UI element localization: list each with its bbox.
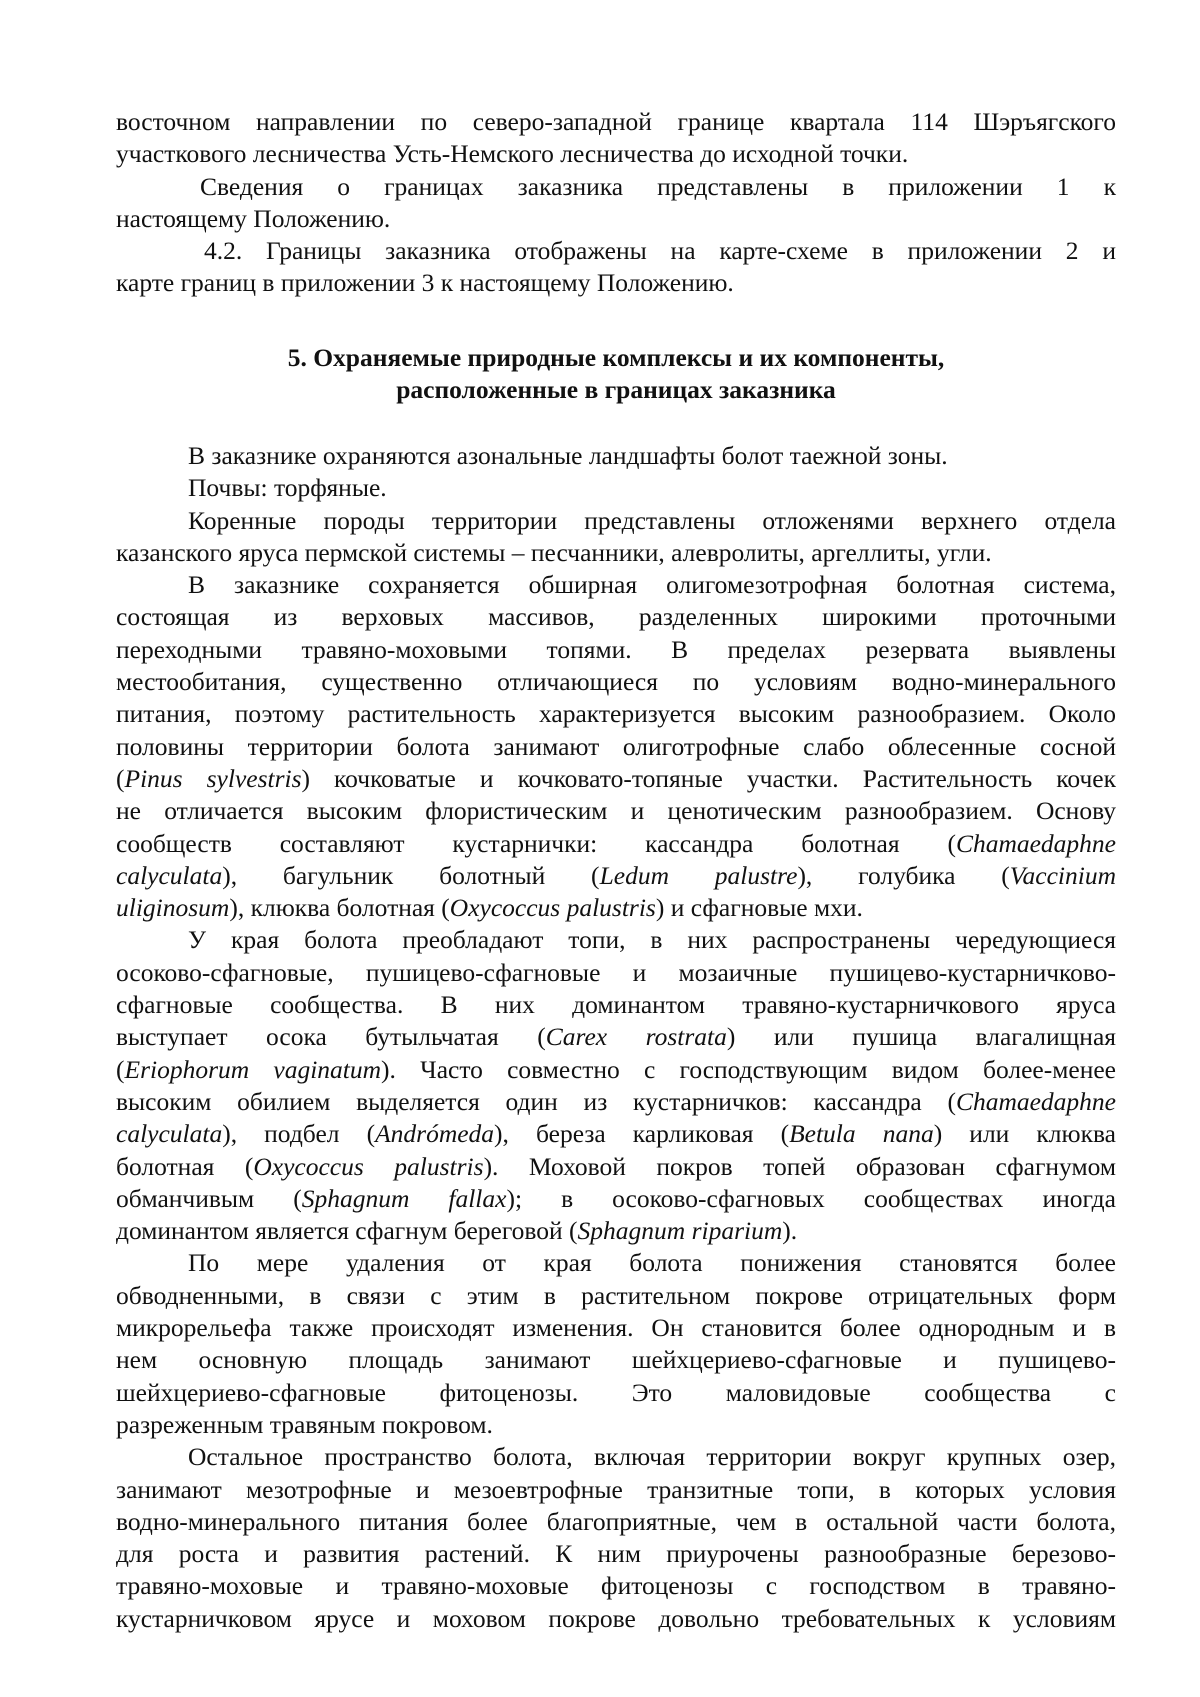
text-line xyxy=(116,1215,1116,1247)
text-line: настоящему Положению. xyxy=(116,203,391,233)
text-line xyxy=(116,828,1116,860)
text-run: болотная ( xyxy=(116,1151,254,1181)
text-line: карте границ в приложении 3 к настоящему Положению. xyxy=(116,268,734,298)
text-run: ), багульник болотный ( xyxy=(222,860,600,890)
latin-name: Carex rostrata xyxy=(545,1022,727,1052)
text-line: осоково-сфагновые, пушицево-сфагновые и мозаичные пушицево-кустарничково- xyxy=(116,957,1116,987)
text-line: восточном направлении по северо-западной границе квартала 114 Шэръягского xyxy=(116,107,1116,136)
text-run: ), береза карликовая ( xyxy=(494,1119,790,1149)
latin-name: Chamaedaphne xyxy=(955,1086,1116,1116)
text-line: нем основную площадь занимают шейхцериево-сфагновые и пушицево- xyxy=(116,1345,1116,1375)
text-run: ) или клюква xyxy=(933,1119,1116,1149)
text-line: В заказнике охраняются азональные ландшафты болот таежной зоны. xyxy=(188,441,948,470)
text-line: 4.2. Границы заказника отображены на карте-схеме в приложении 2 и xyxy=(204,236,1116,266)
text-run: ). Часто совместно с господствующим видом более-менее xyxy=(381,1054,1116,1084)
text-run: ( xyxy=(116,1054,125,1084)
text-line: занимают мезотрофные и мезоевтрофные транзитные топи, в которых условия xyxy=(116,1474,1116,1504)
boundary-text xyxy=(116,106,1116,300)
text-line: казанского яруса пермской системы – песчанники, алевролиты, аргеллиты, угли. xyxy=(116,537,992,567)
latin-name: Ledum palustre xyxy=(599,860,798,890)
latin-name: Vaccinium xyxy=(1009,860,1116,890)
text-line: водно-минерального питания более благоприятные, чем в остальной части болота, xyxy=(116,1506,1116,1536)
text-run: ); в осоково-сфагновых сообществах иногда xyxy=(506,1183,1116,1213)
text-run: ). xyxy=(782,1216,798,1246)
section-heading xyxy=(116,342,1116,407)
text-line: Коренные породы территории представлены отложенями верхнего отдела xyxy=(188,505,1116,535)
text-line xyxy=(116,1183,1116,1215)
text-run: ) и сфагновые мхи. xyxy=(655,893,863,923)
text-line: обводненными, в связи с этим в растительном покрове отрицательных форм xyxy=(116,1280,1116,1310)
text-run: доминантом является сфагнум береговой ( xyxy=(116,1216,578,1246)
text-line: кустарничковом ярусе и моховом покрове довольно требовательных к условиям xyxy=(116,1603,1116,1633)
body-text xyxy=(116,440,1116,1635)
text-line: сфагновые сообщества. В них доминантом травяно-кустарничкового яруса xyxy=(116,990,1116,1020)
text-line: состоящая из верховых массивов, разделенных широкими проточными xyxy=(116,602,1116,632)
latin-name: Chamaedaphne xyxy=(955,828,1116,858)
text-run: ) кочковатые и кочковато-топяные участки. Растительность кочек xyxy=(301,763,1116,793)
text-line: Остальное пространство болота, включая территории вокруг крупных озер, xyxy=(188,1442,1116,1472)
text-run: обманчивым ( xyxy=(116,1183,302,1213)
text-line: местообитания, существенно отличающиеся по условиям водно-минерального xyxy=(116,667,1116,697)
text-run: сообществ составляют кустарнички: кассандра болотная ( xyxy=(116,828,956,858)
heading-line: расположенные в границах заказника xyxy=(396,375,836,405)
text-run: ) или пушица влагалищная xyxy=(726,1022,1117,1052)
heading-line: 5. Охраняемые природные комплексы и их компоненты, xyxy=(287,343,945,372)
text-line: для роста и развития растений. К ним приурочены разнообразные березово- xyxy=(116,1539,1116,1569)
latin-name: calyculata xyxy=(116,1119,223,1149)
latin-name: Sphagnum riparium xyxy=(577,1216,783,1246)
text-run: высоким обилием выделяется один из кустарничков: кассандра ( xyxy=(116,1086,956,1116)
text-run: ), клюква болотная ( xyxy=(229,893,450,923)
text-run: ( xyxy=(116,763,125,793)
text-line: питания, поэтому растительность характеризуется высоким разнообразием. Около xyxy=(116,699,1116,729)
text-line: По мере удаления от края болота понижения становятся более xyxy=(188,1248,1116,1278)
text-line: половины территории болота занимают олиготрофные слабо облесенные сосной xyxy=(116,731,1116,761)
text-line: Почвы: торфяные. xyxy=(188,473,387,503)
text-run: ). Моховой покров топей образован сфагнумом xyxy=(483,1151,1116,1181)
text-line xyxy=(116,892,1116,924)
text-run: выступает осока бутыльчатая ( xyxy=(116,1022,546,1052)
text-line xyxy=(116,860,1116,892)
text-line: не отличается высоким флористическим и ценотическим разнообразием. Основу xyxy=(116,796,1116,826)
text-line: микрорельефа также происходят изменения. Он становится более однородным и в xyxy=(116,1313,1116,1343)
text-line xyxy=(116,1151,1116,1183)
latin-name: calyculata xyxy=(116,860,223,890)
text-line xyxy=(116,1086,1116,1118)
latin-name: Sphagnum fallax xyxy=(301,1183,507,1213)
text-line: травяно-моховые и травяно-моховые фитоценозы с господством в травяно- xyxy=(116,1571,1116,1601)
text-line: переходными травяно-моховыми топями. В пределах резервата выявлены xyxy=(116,634,1116,664)
text-line: участкового лесничества Усть-Немского лесничества до исходной точки. xyxy=(116,139,909,169)
text-line xyxy=(116,1118,1116,1150)
latin-name: Pinus sylvestris xyxy=(124,763,302,793)
text-line: шейхцериево-сфагновые фитоценозы. Это маловидовые сообщества с xyxy=(116,1377,1116,1407)
latin-name: Oxycoccus palustris xyxy=(253,1151,484,1181)
text-line: разреженным травяным покровом. xyxy=(116,1409,493,1439)
text-line: У края болота преобладают топи, в них распространены чередующиеся xyxy=(188,925,1116,955)
latin-name: Betula nana xyxy=(789,1119,934,1149)
text-run: ), подбел ( xyxy=(222,1119,376,1149)
latin-name: Oxycoccus palustris xyxy=(449,893,656,923)
latin-name: Eriophorum vaginatum xyxy=(124,1054,382,1084)
latin-name: uliginosum xyxy=(116,893,230,923)
text-line: В заказнике сохраняется обширная олигомезотрофная болотная система, xyxy=(188,570,1116,600)
latin-name: Andrómeda xyxy=(375,1119,495,1149)
text-line xyxy=(116,763,1116,795)
text-line: Сведения о границах заказника представлены в приложении 1 к xyxy=(200,171,1116,201)
text-line xyxy=(116,1054,1116,1086)
text-run: ), голубика ( xyxy=(797,860,1010,890)
text-line xyxy=(116,1021,1116,1053)
